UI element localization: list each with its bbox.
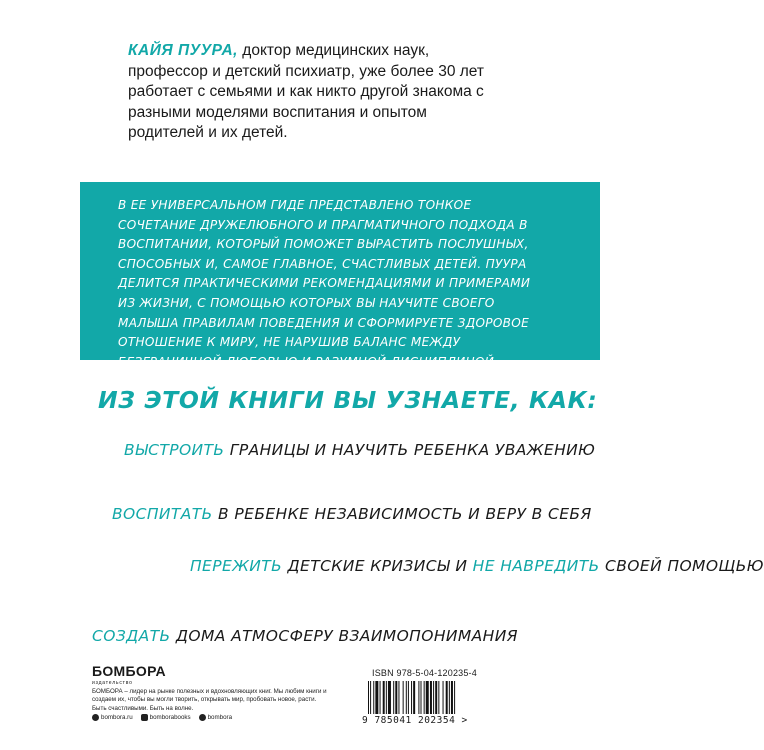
vk-icon (141, 714, 148, 721)
publisher-about: БОМБОРА – лидер на рынке полезных и вдохновляющих книг. Мы любим книги и создаем их, чтобы вы могли творить, открывать мир, пробовать новое, расти. Быть счастливыми. Быть на волне. (92, 688, 327, 712)
barcode-bar (451, 681, 453, 714)
barcode-bar (426, 681, 429, 714)
barcode-bar (413, 681, 415, 714)
point-1-text: ГРАНИЦЫ И НАУЧИТЬ РЕБЕНКА УВАЖЕНИЮ (224, 441, 596, 459)
barcode-bar (403, 681, 404, 714)
learn-point-1 (124, 438, 596, 462)
barcode-bar (386, 681, 387, 714)
barcode-bar (408, 681, 409, 714)
barcode-bar (435, 681, 437, 714)
publisher-social (92, 714, 232, 721)
learn-point-3 (190, 554, 764, 578)
barcode-bar (418, 681, 419, 714)
barcode-bar (406, 681, 407, 714)
point-3-highlight: ПЕРЕЖИТЬ (190, 557, 283, 575)
point-2-text: В РЕБЕНКЕ НЕЗАВИСИМОСТЬ И ВЕРУ В СЕБЯ (212, 505, 592, 523)
barcode-bar (421, 681, 422, 714)
barcode-digits: 9 785041 202354 > (362, 715, 468, 726)
barcode-bar (383, 681, 385, 714)
isbn-label: ISBN 978-5-04-120235-4 (372, 668, 477, 678)
point-4-text: ДОМА АТМОСФЕРУ ВЗАИМОПОНИМАНИЯ (170, 627, 518, 645)
barcode-bar (411, 681, 412, 714)
social-site[interactable]: bombora.ru (92, 714, 133, 721)
barcode-bar (388, 681, 391, 714)
author-block (128, 41, 498, 144)
globe-icon (92, 714, 99, 721)
barcode-bar (368, 681, 369, 714)
learn-point-4 (92, 624, 518, 648)
barcode-bar (438, 681, 439, 714)
barcode-bar (433, 681, 434, 714)
barcode-bar (446, 681, 448, 714)
barcode-bar (395, 681, 397, 714)
author-name: КАЙЯ ПУУРА, (128, 42, 238, 59)
barcode-bar (430, 681, 432, 714)
publisher-brand: БОМБОРА (92, 663, 166, 679)
barcode-bar (449, 681, 450, 714)
barcode-bar (393, 681, 394, 714)
social-telegram[interactable]: bombora (199, 714, 232, 721)
barcode (368, 681, 496, 714)
point-3-text: ДЕТСКИЕ КРИЗИСЫ И (282, 557, 473, 575)
publisher-logo (92, 664, 166, 686)
barcode-bar (424, 681, 425, 714)
point-3-highlight-2: НЕ НАВРЕДИТЬ (472, 557, 600, 575)
publisher-subtitle: издательство (92, 680, 133, 686)
social-vk[interactable]: bomborabooks (141, 714, 191, 721)
point-3-text-2: СВОЕЙ ПОМОЩЬЮ (599, 557, 764, 575)
barcode-bar (375, 681, 378, 714)
author-bio: доктор медицинских наук, профессор и детский психиатр, уже более 30 лет работает с семьями и как никто другой знакома с разными моделями воспитания и опытом родителей и их детей. (128, 42, 485, 141)
barcode-bar (454, 681, 455, 714)
learn-point-2 (112, 502, 592, 526)
point-1-highlight: ВЫСТРОИТЬ (124, 441, 225, 459)
barcode-bar (398, 681, 399, 714)
barcode-bar (373, 681, 374, 714)
barcode-bar (380, 681, 381, 714)
barcode-bar (370, 681, 371, 714)
point-2-highlight: ВОСПИТАТЬ (112, 505, 213, 523)
barcode-bar (443, 681, 444, 714)
learn-heading: ИЗ ЭТОЙ КНИГИ ВЫ УЗНАЕТЕ, КАК: (98, 386, 598, 414)
description-text: В ЕЕ УНИВЕРСАЛЬНОМ ГИДЕ ПРЕДСТАВЛЕНО ТОНКОЕ СОЧЕТАНИЕ ДРУЖЕЛЮБНОГО И ПРАГМАТИЧНОГО ПОДХОДА В ВОСПИТАНИИ, КОТОРЫЙ ПОМОЖЕТ ВЫРАСТИТЬ ПОСЛУШНЫХ, СПОСОБНЫХ И, САМОЕ ГЛАВНОЕ, СЧАСТЛИВЫХ ДЕТЕЙ. ПУУРА ДЕЛИТСЯ ПРАКТИЧЕСКИМИ РЕКОМЕНДАЦИЯМИ И ПРИМЕРАМИ ИЗ ЖИЗНИ, С ПОМОЩЬЮ КОТОРЫХ ВЫ НАУЧИТЕ СВОЕГО МАЛЫША ПРАВИЛАМ ПОВЕДЕНИЯ И СФОРМИРУЕТЕ ЗДОРОВОЕ ОТНОШЕНИЕ К МИРУ, НЕ НАРУШИВ БАЛАНС МЕЖДУ БЕЗГРАНИЧНОЙ ЛЮБОВЬЮ И РАЗУМНОЙ ДИСЦИПЛИНОЙ. (118, 198, 531, 369)
point-4-highlight: СОЗДАТЬ (92, 627, 171, 645)
telegram-icon (199, 714, 206, 721)
